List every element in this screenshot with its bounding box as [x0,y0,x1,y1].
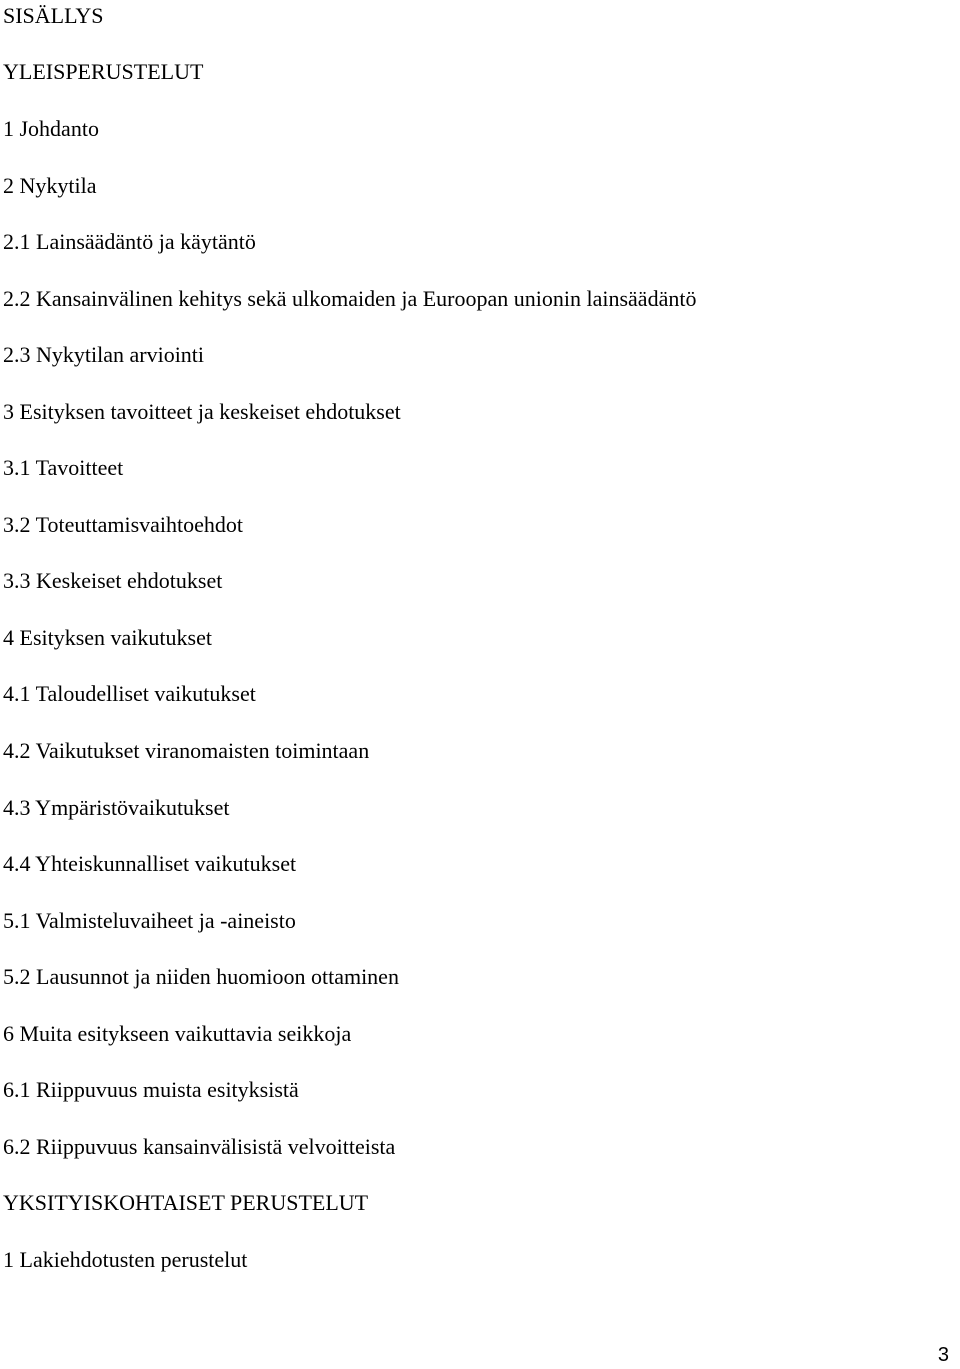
toc-entry: 4.1 Taloudelliset vaikutukset [3,681,256,706]
toc-section-detailed: YKSITYISKOHTAISET PERUSTELUT [3,1190,369,1215]
toc-heading: SISÄLLYS [3,3,104,28]
toc-entry: 1 Lakiehdotusten perustelut [3,1247,248,1272]
toc-entry: 5.1 Valmisteluvaiheet ja -aineisto [3,908,296,933]
toc-entry: 4.2 Vaikutukset viranomaisten toimintaan [3,738,370,763]
toc-entry: 6 Muita esitykseen vaikuttavia seikkoja [3,1021,352,1046]
toc-entry: 6.1 Riippuvuus muista esityksistä [3,1077,299,1102]
toc-entry: 2.1 Lainsäädäntö ja käytäntö [3,229,256,254]
toc-entry: 4 Esityksen vaikutukset [3,625,212,650]
toc-entry: 4.4 Yhteiskunnalliset vaikutukset [3,851,297,876]
toc-entry: 1 Johdanto [3,116,99,141]
toc-entry: 2 Nykytila [3,173,97,198]
toc-entry: 4.3 Ympäristövaikutukset [3,795,230,820]
toc-entry: 3.3 Keskeiset ehdotukset [3,568,223,593]
toc-entry: 3.2 Toteuttamisvaihtoehdot [3,512,244,537]
toc-entry: 2.3 Nykytilan arviointi [3,342,205,367]
toc-section-general: YLEISPERUSTELUT [3,59,204,84]
page-number: 3 [937,1344,949,1366]
toc-entry: 5.2 Lausunnot ja niiden huomioon ottaminen [3,964,399,989]
toc-entry: 2.2 Kansainvälinen kehitys sekä ulkomaiden ja Euroopan unionin lainsäädäntö [3,286,697,311]
toc-entry: 6.2 Riippuvuus kansainvälisistä velvoitteista [3,1134,396,1159]
toc-entry: 3.1 Tavoitteet [3,455,124,480]
toc-entry: 3 Esityksen tavoitteet ja keskeiset ehdotukset [3,399,401,424]
